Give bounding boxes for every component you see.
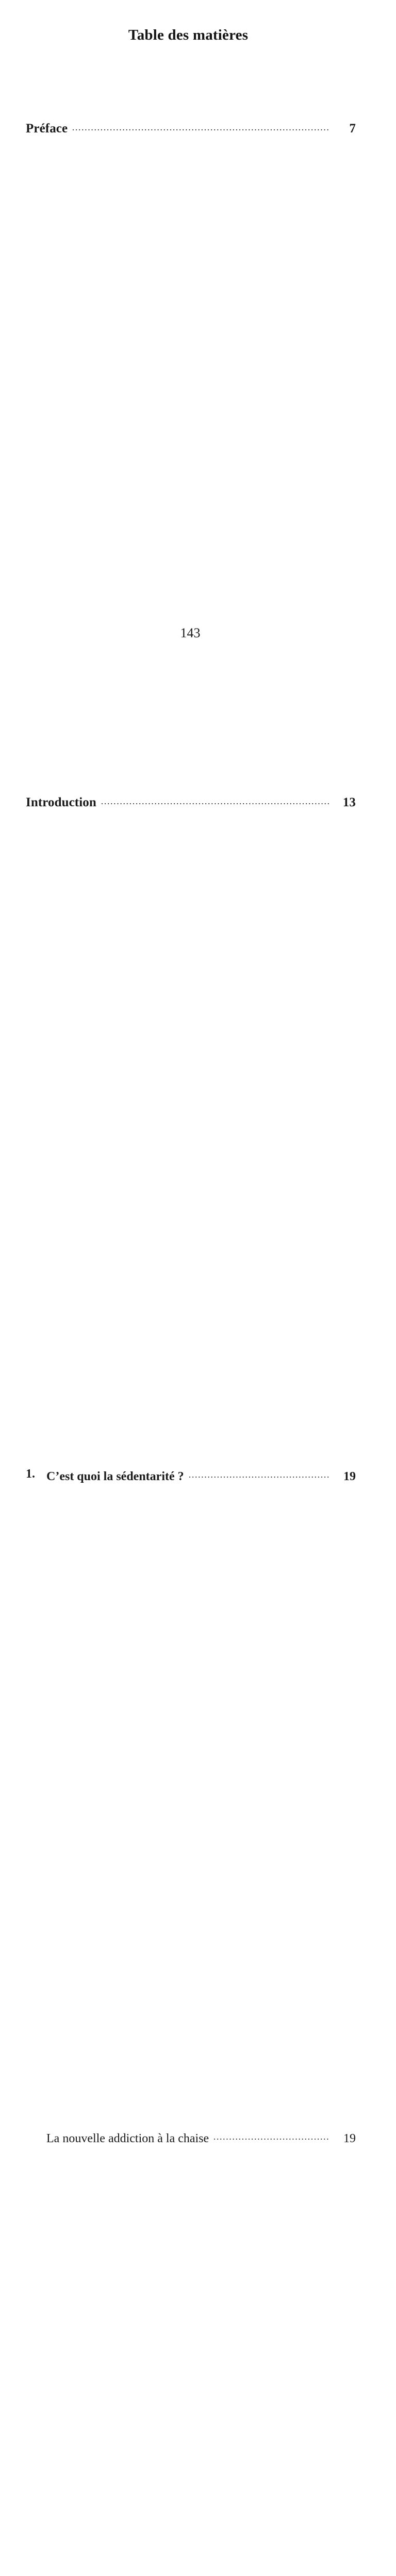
toc-entry-preface[interactable] (26, 120, 356, 781)
toc-entry-page: 13 (342, 795, 356, 809)
page-title: Table des matières (128, 27, 249, 43)
toc-entry-label: Introduction (26, 795, 96, 809)
toc-line-text: La nouvelle addiction à la chaise (46, 2132, 209, 2145)
chapter-1-entries (26, 2129, 356, 2576)
toc-line-text: C’est quoi la sédentarité ? (46, 1470, 184, 1483)
dot-leader (72, 120, 330, 132)
chapter-block-1 (26, 1467, 356, 2576)
toc-list (26, 120, 356, 2576)
toc-line (46, 1467, 356, 2127)
toc-entry-page: 7 (349, 122, 356, 135)
front-matter-group (26, 120, 356, 1455)
chapter-title-lines (46, 1467, 356, 2127)
dot-leader (101, 793, 330, 806)
toc-entry-page: 19 (343, 1470, 356, 1483)
toc-entry-introduction[interactable] (26, 793, 356, 1455)
dot-leader (213, 2130, 330, 2142)
toc-entry[interactable] (46, 2129, 356, 2576)
folio-page-number: 143 (180, 625, 201, 640)
toc-line (46, 2129, 356, 2576)
toc-entry-page: 19 (343, 2132, 356, 2145)
toc-entry-label: Préface (26, 122, 68, 135)
chapter-number: 1. (26, 1467, 35, 1481)
chapter-heading-1[interactable] (26, 1467, 356, 2127)
dot-leader (188, 1468, 330, 1480)
